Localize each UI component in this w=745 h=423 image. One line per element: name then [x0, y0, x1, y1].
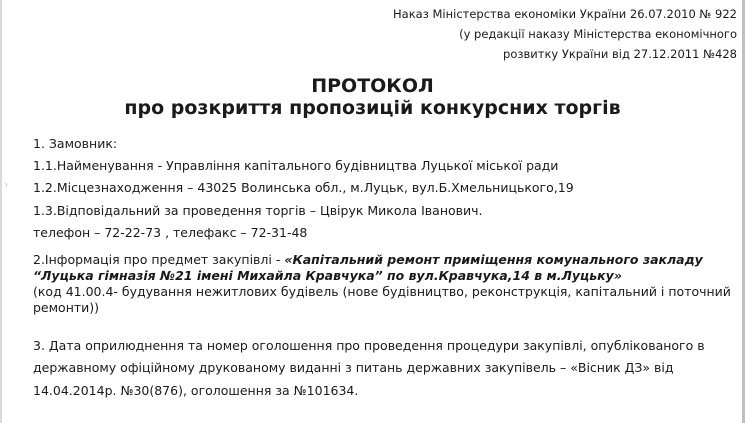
announcement-line3: 14.04.2014р. №30(876), оголошення за №101634.: [33, 383, 359, 398]
procurement-subject-line1: [33, 252, 703, 268]
order-revision-line1: (у редакції наказу Міністерства економічного: [459, 27, 737, 41]
procurement-code-line1: (код 41.00.4- будування нежитлових будівель (нове будівництво, реконструкція, капітальний і поточний: [33, 284, 731, 299]
document-title: ПРОТОКОЛ: [311, 75, 434, 97]
procurement-subject-prefix: 2.Інформація про предмет закупівлі -: [33, 252, 285, 267]
chevron-right-icon[interactable]: ›: [4, 178, 9, 191]
contact-phones: телефон – 72-22-73 , телефакс – 72-31-48: [33, 225, 308, 240]
customer-location: 1.2.Місцезнаходження – 43025 Волинська обл., м.Луцьк, вул.Б.Хмельницького,19: [33, 180, 574, 195]
procurement-code-line2: ремонти)): [33, 300, 100, 315]
customer-name: 1.1.Найменування - Управління капітального будівництва Луцької міської ради: [33, 158, 559, 173]
announcement-line2: державному офіційному друкованому виданні з питань державних закупівель – «Вісник ДЗ» від: [33, 360, 674, 375]
order-reference: Наказ Міністерства економіки України 26.07.2010 № 922: [393, 7, 737, 21]
procurement-subject-title: «Капітальний ремонт приміщення комунального закладу: [284, 252, 703, 267]
order-revision-line2: розвитку України від 27.12.2011 №428: [503, 47, 737, 61]
customer-heading: 1. Замовник:: [33, 136, 118, 151]
responsible-person: 1.3.Відповідальний за проведення торгів – Цвірук Микола Іванович.: [33, 203, 483, 218]
left-border: [0, 0, 2, 423]
procurement-subject-line2: “Луцька гімназія №21 імені Михайла Кравчука” по вул.Кравчука,14 в м.Луцьку»: [33, 268, 622, 283]
document-subtitle: про розкриття пропозицій конкурсних торгів: [124, 97, 621, 119]
announcement-line1: 3. Дата оприлюднення та номер оголошення про проведення процедури закупівлі, опублікованого в: [33, 338, 705, 353]
